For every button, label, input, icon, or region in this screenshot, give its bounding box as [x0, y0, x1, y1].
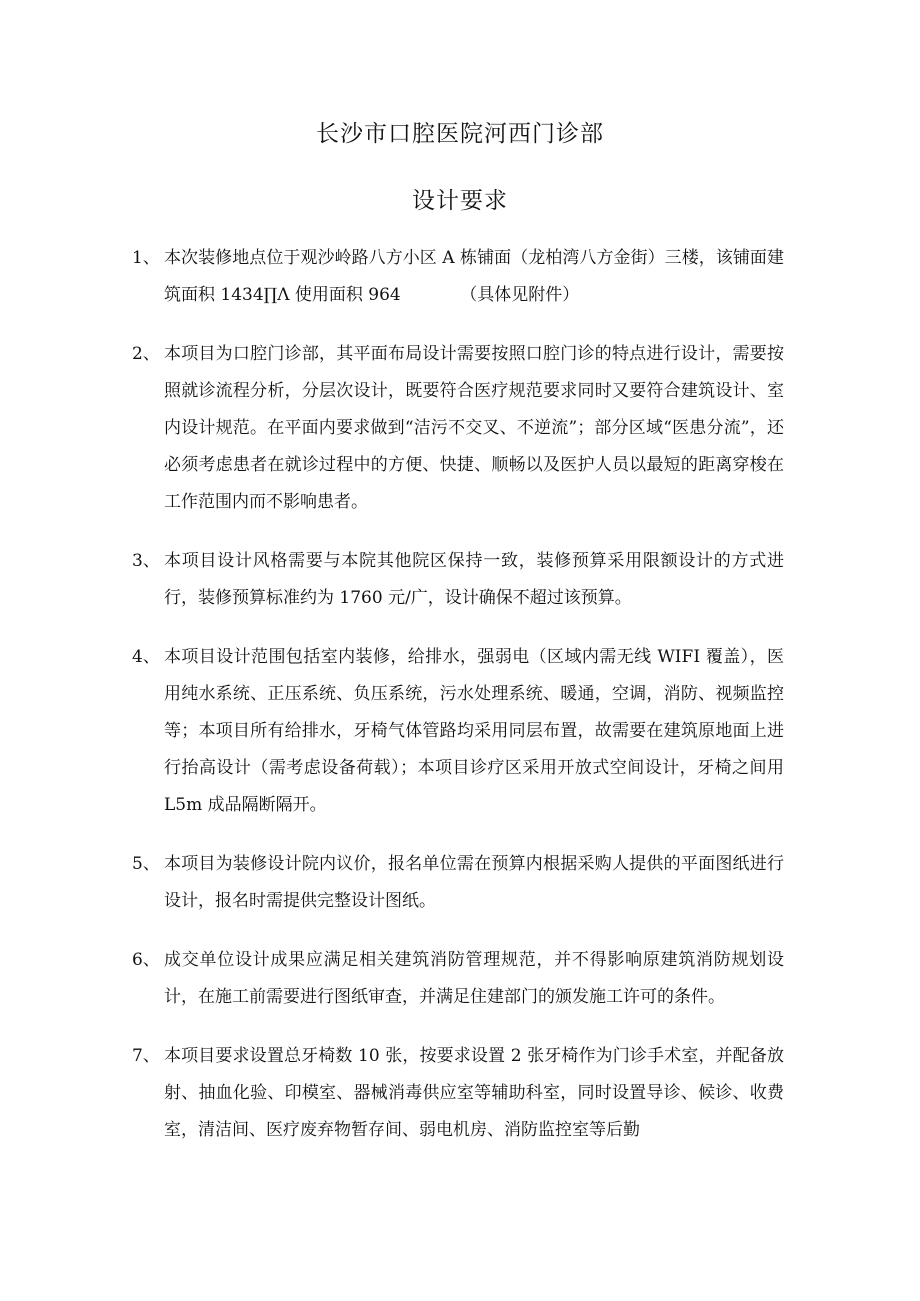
list-item — [132, 639, 784, 824]
list-item — [132, 846, 784, 920]
item-text: 本项目要求设置总牙椅数 10 张，按要求设置 2 张牙椅作为门诊手术室，并配备放射、抽血化验、印模室、器械消毒供应室等辅助科室，同时设置导诊、候诊、收费室，清洁间、医疗废弃物暂存间、弱电机房、消防监控室等后勤 — [164, 1046, 784, 1140]
item-number: 2、 — [132, 344, 160, 364]
item-number: 6、 — [132, 950, 160, 970]
item-text: 本项目为装修设计院内议价，报名单位需在预算内根据采购人提供的平面图纸进行设计，报名时需提供完整设计图纸。 — [164, 854, 784, 911]
item-text: 成交单位设计成果应满足相关建筑消防管理规范，并不得影响原建筑消防规划设计，在施工前需要进行图纸审查，并满足住建部门的颁发施工许可的条件。 — [164, 950, 784, 1007]
list-item — [132, 240, 784, 314]
item-number: 5、 — [132, 854, 160, 874]
item-text: 本次装修地点位于观沙岭路八方小区 A 栋铺面（龙柏湾八方金街）三楼，该铺面建筑面积 1434∏Λ 使用面积 964 （具体见附件） — [164, 248, 784, 305]
item-number: 3、 — [132, 551, 160, 571]
document-title: 长沙市口腔医院河西门诊部 — [316, 121, 604, 147]
document-subtitle: 设计要求 — [412, 188, 508, 214]
item-number: 4、 — [132, 647, 160, 667]
item-text: 本项目设计范围包括室内装修，给排水，强弱电（区域内需无线 WIFI 覆盖），医用纯水系统、正压系统、负压系统，污水处理系统、暖通，空调，消防、视频监控等；本项目所有给排水，牙椅气体管路均采用同层布置，故需要在建筑原地面上进行抬高设计（需考虑设备荷载）；本项目诊疗区采用开放式空间设计，牙椅之间用 L5m 成品隔断隔开。 — [164, 647, 784, 815]
list-item — [132, 1038, 784, 1149]
item-text: 本项目设计风格需要与本院其他院区保持一致，装修预算采用限额设计的方式进行，装修预算标准约为 1760 元/广，设计确保不超过该预算。 — [164, 551, 784, 608]
item-number: 7、 — [132, 1046, 160, 1066]
item-number: 1、 — [132, 248, 160, 268]
list-item — [132, 543, 784, 617]
requirements-list — [132, 240, 784, 1171]
list-item — [132, 336, 784, 521]
item-text: 本项目为口腔门诊部，其平面布局设计需要按照口腔门诊的特点进行设计，需要按照就诊流程分析，分层次设计，既要符合医疗规范要求同时又要符合建筑设计、室内设计规范。在平面内要求做到“洁污不交叉、不逆流”；部分区域“医患分流”，还必须考虑患者在就诊过程中的方便、快捷、顺畅以及医护人员以最短的距离穿梭在工作范围内而不影响患者。 — [164, 344, 784, 512]
list-item — [132, 942, 784, 1016]
